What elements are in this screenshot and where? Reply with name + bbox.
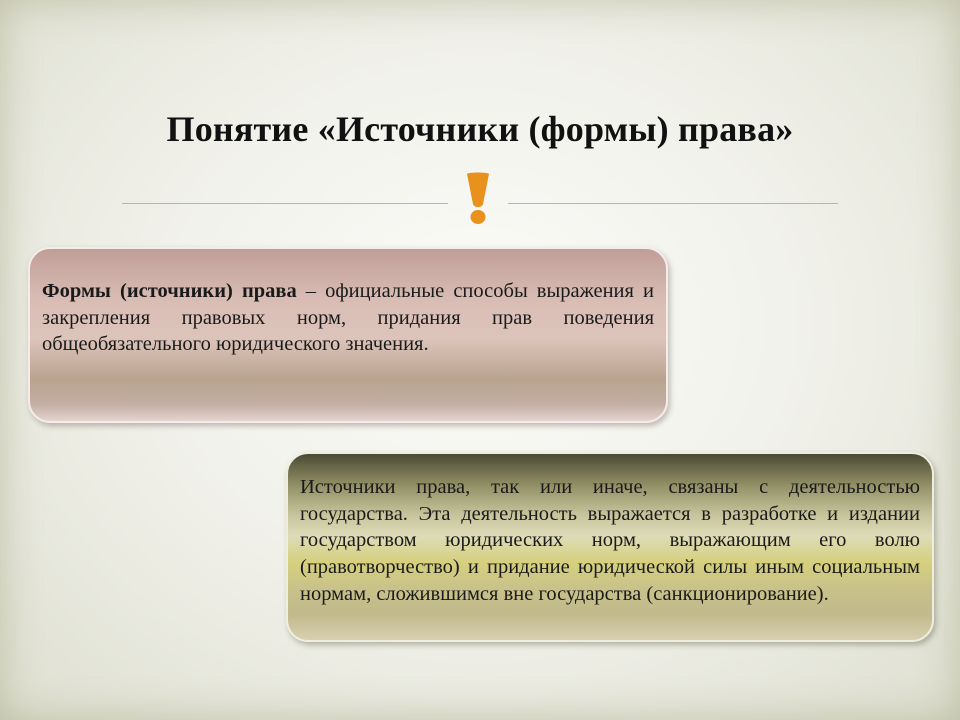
divider-line-left — [122, 203, 448, 204]
divider-line-right — [508, 203, 838, 204]
definition-text — [42, 278, 654, 358]
definition-box — [28, 247, 668, 423]
sources-box — [286, 452, 934, 642]
sources-text: Источники права, так или иначе, связаны с деятельностью государства. Эта деятельность выражается в разработке и издании государством юридических норм, выражающим его волю (правотворчество) и придание юридической силы иным социальным нормам, сложившимся вне государства (санкционирование). — [300, 476, 920, 605]
slide-title: Понятие «Источники (формы) права» — [166, 109, 794, 149]
exclamation-ornament-icon — [448, 172, 508, 226]
definition-body: – официальные способы выражения и закрепления правовых норм, придания прав поведения общеобязательного юридического значения. — [42, 280, 654, 356]
definition-term: Формы (источники) права — [42, 280, 297, 302]
